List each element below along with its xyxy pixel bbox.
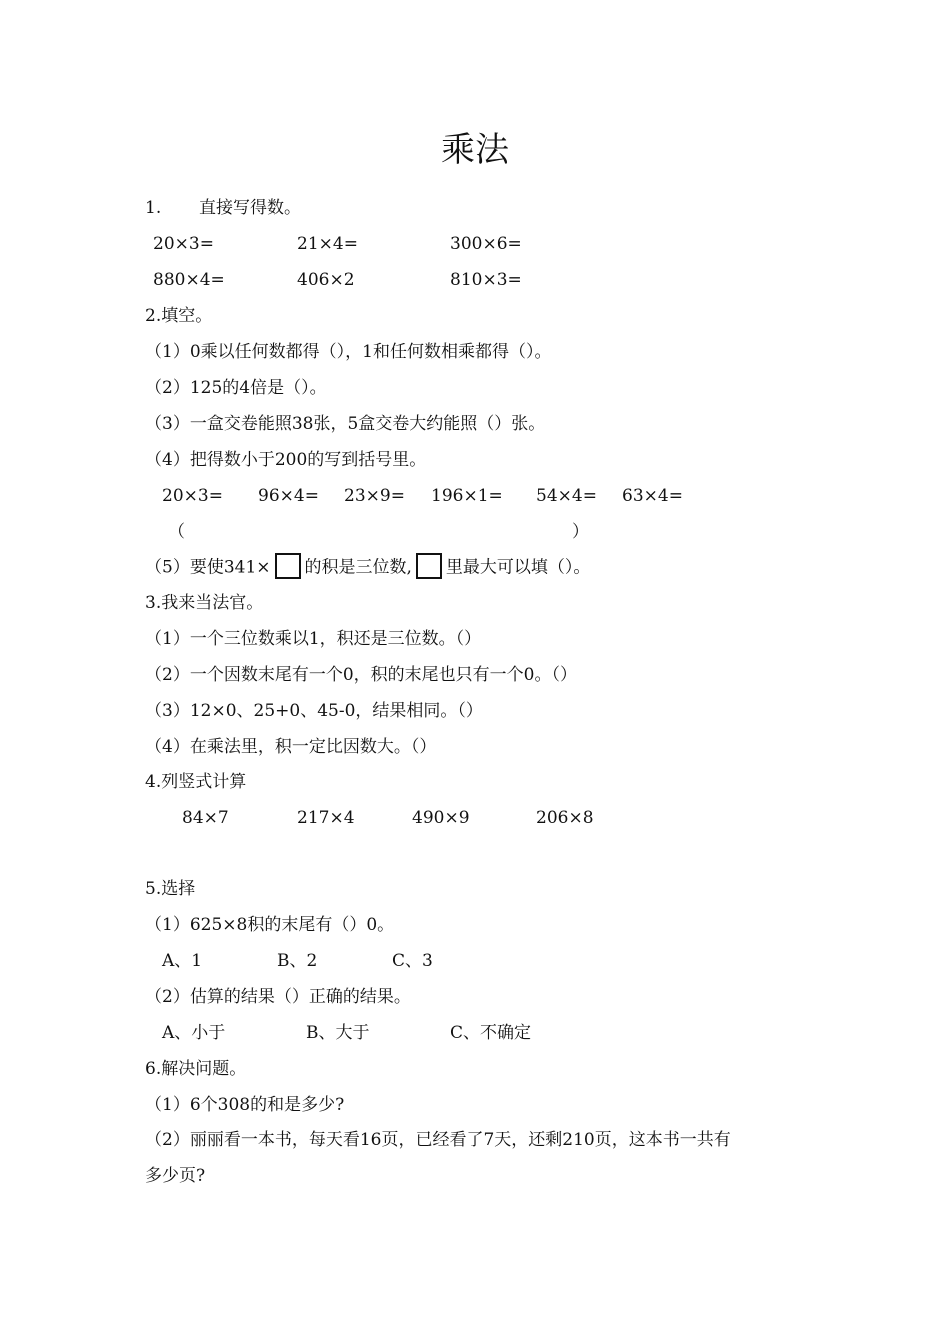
q3-item: （3）12×0、25+0、45-0，结果相同。（） (145, 701, 483, 721)
q4-expr: 490×9 (412, 808, 470, 828)
q4-heading: 4.列竖式计算 (145, 772, 247, 792)
q4-expr: 217×4 (297, 808, 355, 828)
q2-item: （4）把得数小于200的写到括号里。 (145, 450, 427, 470)
q1-expr: 810×3= (450, 270, 522, 290)
q2-expr: 23×9= (344, 486, 405, 506)
q4-expr: 206×8 (536, 808, 594, 828)
q2-expr: 63×4= (622, 486, 683, 506)
q1-heading: 1. 直接写得数。 (145, 198, 302, 218)
answer-box[interactable] (275, 553, 301, 579)
q2-expr: 196×1= (431, 486, 503, 506)
q5-heading: 5.选择 (145, 879, 196, 899)
q4-expr: 84×7 (182, 808, 229, 828)
q1-expr: 300×6= (450, 234, 522, 254)
page-title: 乘法 (441, 130, 509, 170)
option: B、2 (277, 951, 318, 971)
q3-item: （4）在乘法里，积一定比因数大。（） (145, 737, 437, 757)
option: C、不确定 (450, 1023, 532, 1043)
q2-expr: 96×4= (258, 486, 319, 506)
q3-item: （1）一个三位数乘以1，积还是三位数。（） (145, 629, 482, 649)
q2-item-5-part1: （5）要使341× (145, 557, 271, 578)
q2-heading: 2.填空。 (145, 306, 213, 326)
q2-item-5-part3: 里最大可以填（）。 (445, 557, 591, 578)
q2-item: （3）一盒交卷能照38张，5盒交卷大约能照（）张。 (145, 414, 546, 434)
q2-item: （1）0乘以任何数都得（），1和任何数相乘都得（）。 (145, 342, 552, 362)
option: A、1 (162, 951, 203, 971)
answer-box[interactable] (416, 553, 442, 579)
q2-item-5 (145, 555, 590, 581)
q2-expr: 20×3= (162, 486, 223, 506)
q1-expr: 406×2 (297, 270, 355, 290)
option: A、小于 (162, 1023, 226, 1043)
q3-item: （2）一个因数末尾有一个0，积的末尾也只有一个0。（） (145, 665, 577, 685)
q5-item: （2）估算的结果（）正确的结果。 (145, 987, 411, 1007)
q5-item: （1）625×8积的末尾有（）0。 (145, 915, 395, 935)
q1-expr: 880×4= (153, 270, 225, 290)
q3-heading: 3.我来当法官。 (145, 593, 264, 613)
answer-paren-close: ） (572, 522, 589, 542)
q2-expr: 54×4= (536, 486, 597, 506)
q1-expr: 20×3= (153, 234, 214, 254)
option: C、3 (392, 951, 433, 971)
q6-item-continued: 多少页? (145, 1166, 206, 1186)
q6-item: （2）丽丽看一本书，每天看16页，已经看了7天，还剩210页，这本书一共有 (145, 1130, 731, 1150)
q6-heading: 6.解决问题。 (145, 1059, 247, 1079)
q2-item: （2）125的4倍是（）。 (145, 378, 327, 398)
q6-item: （1）6个308的和是多少? (145, 1095, 345, 1115)
q1-expr: 21×4= (297, 234, 358, 254)
q2-item-5-part2: 的积是三位数, (304, 557, 412, 578)
option: B、大于 (306, 1023, 370, 1043)
answer-paren-open: （ (168, 522, 185, 542)
